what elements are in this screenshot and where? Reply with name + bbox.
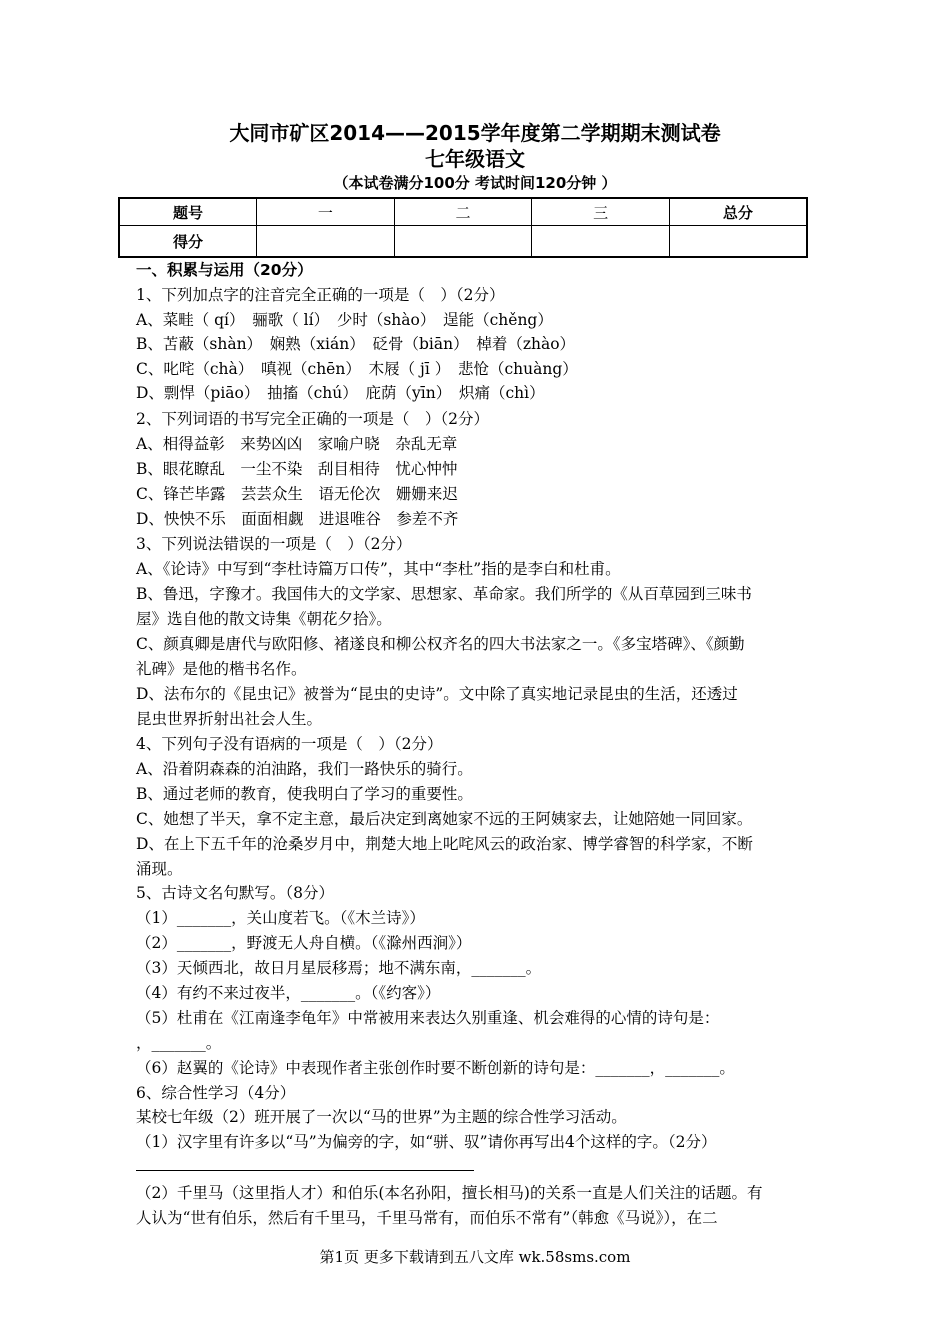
option-line: C、锋芒毕露 芸芸众生 语无伦次 姗姗来迟 [136, 485, 458, 503]
score-cell [394, 226, 532, 258]
section-heading: 一、积累与运用（20分） [136, 261, 313, 279]
question-1: 1、下列加点字的注音完全正确的一项是（ ）（2分） [136, 286, 505, 304]
score-table-score-row [119, 226, 807, 258]
option-line: C、颜真卿是唐代与欧阳修、褚遂良和柳公权齐名的四大书法家之一。《多宝塔碑》、《颜勤 [136, 635, 745, 653]
question-4: 4、下列句子没有语病的一项是（ ）（2分） [136, 735, 443, 753]
question-text: （2）千里马（这里指人才）和伯乐(本名孙阳，擅长相马)的关系一直是人们关注的话题。有 [136, 1184, 763, 1202]
option-line: D、法布尔的《昆虫记》被誉为“昆虫的史诗”。文中除了真实地记录昆虫的生活，还透过 [136, 685, 738, 703]
option-line: B、眼花瞭乱 一尘不染 刮目相待 忧心忡忡 [136, 460, 458, 478]
question-text: 人认为“世有伯乐，然后有千里马，千里马常有，而伯乐不常有”（韩愈《马说》），在二 [136, 1209, 718, 1227]
option-line: B、苫蔽（shàn） 娴熟（xián） 砭骨（biān） 棹着（zhào） [136, 335, 576, 353]
question-6: 6、综合性学习（4分） [136, 1084, 296, 1102]
option-line: B、鲁迅，字豫才。我国伟大的文学家、思想家、革命家。我们所学的《从百草园到三味书 [136, 585, 752, 603]
question-5: 5、古诗文名句默写。（8分） [136, 884, 334, 902]
question-text: 某校七年级（2）班开展了一次以“马的世界”为主题的综合性学习活动。 [136, 1108, 627, 1126]
page-footer: 第1页 更多下载请到五八文库 wk.58sms.com [319, 1248, 631, 1266]
score-table-header-cell: 二 [394, 198, 532, 226]
score-cell [257, 226, 395, 258]
option-line: D、剽悍（piāo） 抽搐（chú） 庇荫（yīn） 炽痛（chì） [136, 384, 545, 402]
question-3: 3、下列说法错误的一项是（ ）（2分） [136, 535, 412, 553]
option-line: A、《论诗》中写到“李杜诗篇万口传”，其中“李杜”指的是李白和杜甫。 [136, 560, 621, 578]
option-line: D、怏怏不乐 面面相觑 进退唯谷 参差不齐 [136, 510, 459, 528]
option-line: 礼碑》是他的楷书名作。 [136, 660, 307, 678]
option-line: D、在上下五千年的沧桑岁月中，荆楚大地上叱咤风云的政治家、博学睿智的科学家，不断 [136, 835, 753, 853]
score-table-header-cell: 总分 [669, 198, 807, 226]
option-line: C、她想了半天，拿不定主意，最后决定到离她家不远的王阿姨家去，让她陪她一同回家。 [136, 810, 753, 828]
score-cell [669, 226, 807, 258]
score-table-header-cell: 题号 [119, 198, 257, 226]
option-line: 昆虫世界折射出社会人生。 [136, 710, 323, 728]
option-line: A、菜畦（ qí） 骊歌（ lí） 少时（shào） 逞能（chěng） [136, 311, 553, 329]
fill-blank-line: （6）赵翼的《论诗》中表现作者主张创作时要不断创新的诗句是：_______，_______。 [136, 1059, 735, 1077]
score-table-header-cell: 三 [532, 198, 670, 226]
option-line: A、相得益彰 来势凶凶 家喻户晓 杂乱无章 [136, 435, 458, 453]
score-row-label: 得分 [119, 226, 257, 258]
option-line: A、沿着阴森森的泊油路，我们一路快乐的骑行。 [136, 760, 473, 778]
fill-blank-line: （2）_______，野渡无人舟自横。（《滁州西涧》） [136, 934, 472, 952]
exam-note: （本试卷满分100分 考试时间120分钟 ） [333, 174, 617, 192]
exam-subtitle: 七年级语文 [425, 147, 525, 171]
fill-blank-line: ，_______。 [136, 1034, 222, 1052]
question-2: 2、下列词语的书写完全正确的一项是（ ）（2分） [136, 410, 489, 428]
fill-blank-line: （1）_______，关山度若飞。（《木兰诗》） [136, 909, 425, 927]
fill-blank-line: （3）天倾西北，故日月星辰移焉；地不满东南，_______。 [136, 959, 542, 977]
answer-line [136, 1170, 474, 1171]
fill-blank-line: （4）有约不来过夜半，_______。（《约客》） [136, 984, 441, 1002]
question-text: （1）汉字里有许多以“马”为偏旁的字，如“骈、驭”请你再写出4个这样的字。（2分） [136, 1133, 717, 1151]
fill-blank-line: （5）杜甫在《江南逢李龟年》中常被用来表达久别重逢、机会难得的心情的诗句是： [136, 1009, 720, 1027]
score-table-header-row [119, 198, 807, 226]
option-line: 屋》选自他的散文诗集《朝花夕拾》。 [136, 610, 392, 628]
score-cell [532, 226, 670, 258]
option-line: B、通过老师的教育，使我明白了学习的重要性。 [136, 785, 473, 803]
option-line: 涌现。 [136, 860, 183, 878]
score-table-header-cell: 一 [257, 198, 395, 226]
score-table [118, 197, 808, 258]
exam-title: 大同市矿区2014——2015学年度第二学期期末测试卷 [229, 121, 721, 145]
option-line: C、叱咤（chà） 嗔视（chēn） 木屐（ jī ） 悲怆（chuàng） [136, 360, 578, 378]
